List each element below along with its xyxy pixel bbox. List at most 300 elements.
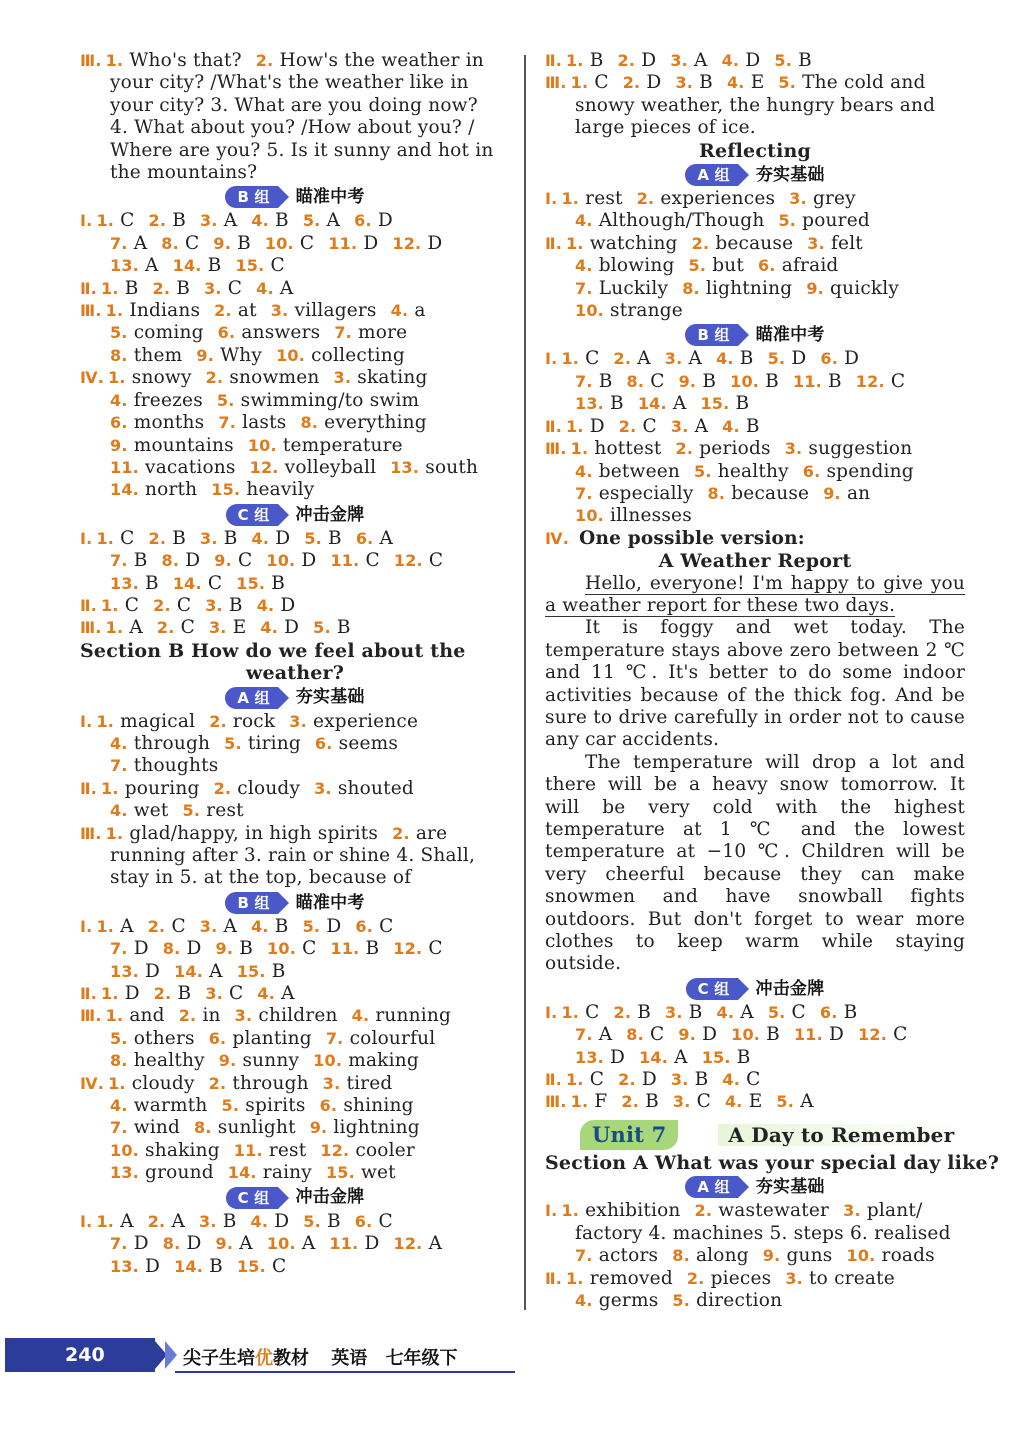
- answer-line: your city? 3. What are you doing now?: [110, 94, 478, 116]
- answer-item: [323, 1073, 393, 1094]
- roman-numeral: Ⅱ.: [545, 1070, 563, 1090]
- answer-item: [621, 1091, 659, 1112]
- answer-item: [101, 278, 139, 299]
- item-answer: D: [186, 938, 202, 960]
- item-answer: are: [415, 822, 448, 844]
- answer-item: [716, 348, 754, 369]
- item-answer: D: [745, 50, 761, 71]
- answer-item: [566, 50, 604, 71]
- item-answer: running: [375, 1005, 452, 1027]
- item-number: 1.: [566, 416, 584, 436]
- item-number: 2.: [147, 916, 166, 936]
- item-number: 7.: [218, 413, 236, 433]
- item-answer: glad/happy, in high spirits: [129, 822, 379, 844]
- item-answer: C: [650, 370, 665, 392]
- group-badge: [685, 324, 824, 346]
- item-number: 10.: [266, 1234, 296, 1254]
- answer-item: [614, 1002, 652, 1023]
- item-answer: blowing: [598, 255, 675, 277]
- roman-numeral: Ⅰ.: [80, 711, 93, 731]
- answer-item: [110, 1140, 220, 1161]
- item-answer: A: [674, 1046, 688, 1068]
- answer-row: [545, 278, 965, 300]
- answer-item: [820, 348, 859, 369]
- roman-numeral: Ⅰ.: [545, 349, 558, 369]
- item-answer: lightning: [333, 1117, 420, 1139]
- item-number: 5.: [110, 1028, 128, 1048]
- item-answer: A: [239, 1233, 253, 1255]
- answer-item: [110, 1117, 180, 1138]
- item-number: 7.: [325, 1028, 344, 1048]
- item-number: 4.: [251, 528, 270, 548]
- item-answer: B: [843, 1001, 858, 1023]
- item-number: 14.: [637, 394, 667, 414]
- answer-item: [209, 711, 275, 732]
- item-answer: B: [327, 1210, 341, 1232]
- item-answer: periods: [699, 438, 771, 460]
- answer-item: [250, 457, 377, 478]
- answer-row: [80, 435, 510, 457]
- answer-line: running after 3. rain or shine 4. Shall,: [110, 845, 476, 866]
- answer-item: [217, 390, 419, 411]
- answer-item: [110, 390, 203, 411]
- answer-item: [110, 961, 160, 982]
- item-answer: more: [358, 322, 408, 344]
- roman-numeral: Ⅲ.: [80, 618, 102, 638]
- answer-item: [823, 483, 870, 504]
- answer-item: [807, 233, 863, 254]
- item-answer: sunny: [242, 1050, 300, 1072]
- item-number: 3.: [664, 349, 683, 369]
- item-number: 4.: [110, 733, 128, 753]
- item-number: 13.: [110, 961, 139, 981]
- item-number: 4.: [257, 984, 276, 1004]
- item-answer: everything: [324, 412, 427, 434]
- item-number: 4.: [722, 416, 740, 436]
- answer-item: [96, 711, 195, 732]
- item-answer: B: [223, 527, 238, 549]
- answer-item: [204, 278, 242, 299]
- answer-item: [174, 1256, 223, 1277]
- item-answer: E: [750, 72, 765, 94]
- answer-item: [392, 233, 442, 254]
- item-answer: D: [427, 232, 443, 254]
- item-answer: C: [176, 594, 192, 616]
- item-answer: watching: [589, 232, 678, 254]
- answer-item: [154, 983, 192, 1004]
- answer-row: [80, 300, 510, 322]
- item-answer: ground: [145, 1162, 214, 1184]
- item-answer: tiring: [247, 732, 301, 754]
- answer-item: [219, 1050, 299, 1071]
- answer-item: [200, 916, 237, 937]
- item-number: 13.: [390, 457, 420, 477]
- item-number: 6.: [355, 916, 373, 936]
- item-answer: D: [145, 1255, 161, 1277]
- item-answer: because: [715, 232, 794, 254]
- item-answer: spirits: [245, 1095, 306, 1117]
- item-answer: planting: [232, 1027, 312, 1049]
- answer-item: [571, 72, 609, 93]
- item-number: 12.: [858, 1025, 888, 1045]
- roman-numeral: Ⅰ.: [545, 1002, 558, 1022]
- item-answer: felt: [831, 232, 863, 254]
- answer-item: [731, 1024, 780, 1045]
- answer-row: [545, 72, 965, 94]
- roman-numeral: Ⅲ.: [545, 439, 567, 459]
- group-tag: C 组: [686, 978, 738, 1000]
- answer-item: [110, 800, 169, 821]
- answer-row: [545, 371, 965, 393]
- answer-item: [222, 1095, 306, 1116]
- answer-row: [80, 916, 510, 938]
- item-answer: D: [377, 210, 393, 232]
- answer-item: [313, 1050, 419, 1071]
- item-answer: C: [229, 983, 244, 1005]
- item-number: 3.: [314, 778, 332, 798]
- answer-item: [626, 1024, 664, 1045]
- item-answer: A: [209, 960, 223, 982]
- answer-item: [110, 1028, 195, 1049]
- item-number: 12.: [392, 233, 422, 253]
- item-answer: B: [645, 1091, 659, 1113]
- roman-numeral: Ⅲ.: [545, 73, 567, 93]
- group-badge-row: [80, 1186, 510, 1210]
- answer-item: [573, 528, 805, 549]
- item-number: 3.: [208, 618, 227, 638]
- answer-item: [252, 528, 291, 549]
- item-answer: B: [237, 232, 251, 254]
- answer-row: [80, 1095, 510, 1117]
- answer-item: [163, 938, 202, 959]
- answer-line: snowy weather, the hungry bears and: [575, 94, 936, 116]
- roman-numeral: Ⅳ.: [80, 368, 105, 388]
- answer-item: [687, 1268, 771, 1289]
- item-number: 4.: [575, 461, 593, 481]
- answer-row: [545, 1024, 965, 1046]
- answer-item: [163, 1233, 202, 1254]
- group-badge-row: [80, 891, 510, 915]
- item-answer: wet: [133, 800, 169, 822]
- item-answer: vacations: [145, 456, 236, 478]
- answer-item: [257, 983, 294, 1004]
- item-answer: C: [893, 1024, 908, 1046]
- item-answer: B: [735, 393, 750, 415]
- roman-numeral: Ⅲ.: [80, 51, 102, 70]
- answer-item: [303, 210, 340, 231]
- group-label: 夯实基础: [755, 1177, 825, 1198]
- item-number: 12.: [320, 1140, 350, 1160]
- item-answer: D: [326, 915, 342, 937]
- item-number: 10.: [264, 233, 294, 253]
- item-number: 2.: [208, 1073, 227, 1093]
- item-answer: D: [185, 550, 201, 572]
- item-number: 3.: [205, 595, 223, 615]
- item-answer: cloudy: [237, 777, 301, 799]
- item-answer: C: [120, 210, 135, 232]
- roman-numeral: Ⅱ.: [80, 278, 98, 298]
- item-answer: C: [428, 938, 443, 960]
- item-number: 10.: [313, 1051, 343, 1071]
- answer-row: [545, 1268, 965, 1290]
- answer-item: [571, 438, 662, 459]
- item-answer: because: [731, 482, 810, 504]
- item-number: 4.: [722, 1070, 741, 1090]
- item-answer: D: [301, 550, 317, 572]
- item-number: 2.: [621, 1092, 639, 1112]
- answer-item: [793, 371, 842, 392]
- answer-item: [776, 1091, 813, 1112]
- grade: 七年级下: [385, 1348, 458, 1369]
- item-answer: D: [844, 348, 860, 370]
- answer-item: [794, 1024, 844, 1045]
- item-answer: F: [594, 1091, 608, 1113]
- answer-row: [80, 823, 510, 845]
- answer-item: [265, 233, 314, 254]
- item-number: 7.: [575, 483, 593, 503]
- item-answer: making: [348, 1050, 419, 1072]
- answer-row: [80, 255, 510, 277]
- item-number: 9.: [309, 1118, 328, 1138]
- roman-numeral: Ⅲ.: [545, 1092, 567, 1112]
- answer-item: [694, 461, 789, 482]
- item-number: 4.: [250, 1211, 269, 1231]
- answer-item: [96, 1211, 133, 1232]
- item-number: 9.: [806, 278, 824, 298]
- item-number: 5.: [182, 801, 201, 821]
- answer-item: [251, 1211, 290, 1232]
- answer-item: [638, 393, 687, 414]
- essay-paragraph: The temperature will drop a lot and there will be a heavy snow tomorrow. It will be very cold with the highest temperature at 1 ℃ and the lowest temperature at −10 ℃. Children will be very cheerful because they can make snowmen and have snowball fights outdoors. But don't forget to wear more clothes to keep warm while staying outside.: [545, 751, 965, 975]
- brand-highlight: 优: [255, 1348, 273, 1369]
- item-number: 2.: [636, 189, 655, 209]
- answer-row: [80, 390, 510, 412]
- answer-item: [110, 412, 204, 433]
- item-number: 2.: [147, 1211, 166, 1231]
- item-answer: B: [133, 550, 148, 572]
- item-answer: C: [585, 348, 600, 370]
- item-number: 3.: [843, 1201, 861, 1221]
- answer-item: [209, 1028, 312, 1049]
- item-answer: wind: [133, 1117, 181, 1139]
- group-label: 冲击金牌: [755, 978, 825, 999]
- answer-item: [106, 1005, 165, 1026]
- item-number: 2.: [214, 301, 232, 321]
- item-answer: freezes: [133, 389, 203, 411]
- section-heading: Section A What was your special day like?: [545, 1151, 1000, 1174]
- group-tag: A 组: [225, 687, 277, 709]
- item-answer: B: [688, 1001, 703, 1023]
- answer-item: [315, 733, 398, 754]
- answer-item: [722, 416, 760, 437]
- item-number: 11.: [792, 371, 822, 391]
- answer-item: [672, 1245, 749, 1266]
- item-answer: A: [379, 527, 394, 549]
- item-number: 11.: [330, 939, 360, 959]
- roman-numeral: Ⅲ.: [80, 823, 102, 843]
- item-answer: B: [328, 527, 342, 549]
- item-answer: volleyball: [284, 456, 377, 478]
- item-answer: grey: [812, 188, 856, 210]
- item-answer: but: [712, 255, 745, 277]
- item-answer: A: [740, 1001, 754, 1023]
- item-answer: C: [120, 527, 135, 549]
- item-number: 4.: [351, 1006, 370, 1026]
- answer-item: [619, 416, 657, 437]
- item-number: 11.: [330, 551, 360, 571]
- answer-item: [320, 1095, 414, 1116]
- item-number: 11.: [328, 233, 358, 253]
- item-number: 6.: [217, 323, 236, 343]
- answer-row: [80, 1162, 510, 1184]
- item-number: 14.: [174, 961, 204, 981]
- item-number: 15.: [211, 480, 241, 500]
- item-answer: B: [765, 370, 779, 392]
- item-number: 12.: [855, 371, 885, 391]
- answer-item: [676, 438, 771, 459]
- item-number: 1.: [105, 301, 124, 321]
- answer-row: [80, 412, 510, 434]
- essay-opening: [545, 573, 965, 618]
- item-number: 8.: [162, 939, 181, 959]
- roman-numeral: Ⅰ.: [80, 1211, 93, 1231]
- item-answer: B: [798, 50, 812, 71]
- footer-title: [183, 1344, 458, 1370]
- item-answer: especially: [598, 482, 694, 504]
- answer-item: [235, 255, 284, 276]
- answer-item: [758, 255, 838, 276]
- item-number: 2.: [392, 823, 410, 843]
- group-badge-row: [545, 163, 965, 187]
- answer-item: [679, 371, 717, 392]
- item-number: 3.: [205, 984, 223, 1004]
- answer-item: [300, 412, 426, 433]
- answer-item: [330, 938, 379, 959]
- item-answer: A: [800, 1091, 814, 1113]
- answer-item: [394, 550, 443, 571]
- item-number: 4.: [251, 916, 269, 936]
- item-answer: B: [589, 50, 604, 71]
- item-answer: illnesses: [610, 505, 692, 527]
- item-answer: A: [688, 348, 703, 370]
- answer-row: [80, 617, 510, 639]
- roman-numeral: Ⅰ.: [545, 1201, 558, 1221]
- item-number: 1.: [561, 1002, 580, 1022]
- item-number: 3.: [670, 416, 689, 436]
- item-number: 14.: [172, 256, 202, 276]
- item-number: 3.: [789, 189, 807, 209]
- item-number: 2.: [618, 416, 637, 436]
- item-answer: afraid: [781, 255, 839, 277]
- answer-item: [330, 550, 379, 571]
- answer-row: [80, 367, 510, 389]
- answer-item: [110, 345, 182, 366]
- answer-item: [110, 1162, 214, 1183]
- item-answer: direction: [696, 1289, 783, 1311]
- answer-item: [148, 916, 186, 937]
- item-answer: C: [180, 617, 195, 639]
- item-number: 6.: [208, 1028, 227, 1048]
- item-answer: them: [133, 344, 183, 366]
- item-number: 4.: [575, 1290, 593, 1310]
- roman-numeral: Ⅱ.: [545, 416, 563, 436]
- answer-row: [545, 438, 965, 460]
- answer-item: [673, 1091, 711, 1112]
- answer-item: [149, 528, 187, 549]
- answer-item: [785, 1268, 895, 1289]
- group-label: 夯实基础: [295, 687, 365, 708]
- item-number: 2.: [148, 528, 167, 548]
- item-answer: experiences: [660, 188, 776, 210]
- answer-item: [352, 1005, 451, 1026]
- item-answer: C: [185, 232, 200, 254]
- answer-item: [778, 210, 869, 231]
- answer-item: [695, 1200, 830, 1221]
- item-number: 7.: [575, 1025, 593, 1045]
- item-answer: D: [364, 1233, 380, 1255]
- group-tag: B 组: [225, 892, 277, 914]
- item-answer: coming: [133, 322, 204, 344]
- answer-item: [173, 255, 222, 276]
- answer-row: [545, 393, 965, 415]
- answer-row: [545, 1047, 965, 1069]
- answer-item: [618, 1069, 657, 1090]
- item-answer: along: [695, 1245, 749, 1267]
- item-answer: through: [232, 1072, 309, 1094]
- answer-item: [161, 233, 199, 254]
- item-answer: A: [129, 617, 143, 639]
- item-answer: in: [202, 1005, 221, 1027]
- answer-item: [575, 505, 692, 526]
- item-number: 7.: [110, 756, 128, 776]
- item-answer: D: [641, 50, 657, 71]
- answer-item: [110, 1050, 205, 1071]
- answer-item: [214, 300, 257, 321]
- answer-item: [183, 800, 244, 821]
- item-number: 1.: [96, 1211, 115, 1231]
- group-badge: [226, 1187, 365, 1209]
- answer-item: [224, 733, 301, 754]
- answer-item: [271, 300, 377, 321]
- answer-item: [216, 938, 254, 959]
- roman-numeral: Ⅱ.: [80, 984, 98, 1004]
- answer-item: [774, 50, 812, 71]
- item-number: 2.: [255, 51, 274, 70]
- answer-item: [96, 210, 134, 231]
- item-answer: C: [379, 915, 394, 937]
- item-number: 8.: [682, 278, 700, 298]
- right-column: [545, 50, 1000, 1312]
- item-number: 4.: [390, 301, 409, 321]
- answer-row: [545, 1200, 965, 1222]
- item-answer: others: [133, 1027, 195, 1049]
- item-number: 7.: [110, 939, 128, 959]
- answer-item: [304, 528, 342, 549]
- item-answer: C: [428, 550, 444, 572]
- answer-item: [846, 1245, 934, 1266]
- item-number: 3.: [200, 528, 218, 548]
- answer-item: [561, 188, 622, 209]
- answer-item: [763, 1245, 833, 1266]
- answer-item: [575, 278, 668, 299]
- essay-opening-text: Hello, everyone! I'm happy to give you a weather report for these two days.: [545, 572, 965, 616]
- answer-item: [354, 210, 393, 231]
- roman-numeral: Ⅰ.: [545, 189, 558, 209]
- answer-item: [627, 371, 665, 392]
- answer-item: [214, 778, 301, 799]
- item-number: 5.: [302, 211, 321, 231]
- answer-item: [110, 457, 236, 478]
